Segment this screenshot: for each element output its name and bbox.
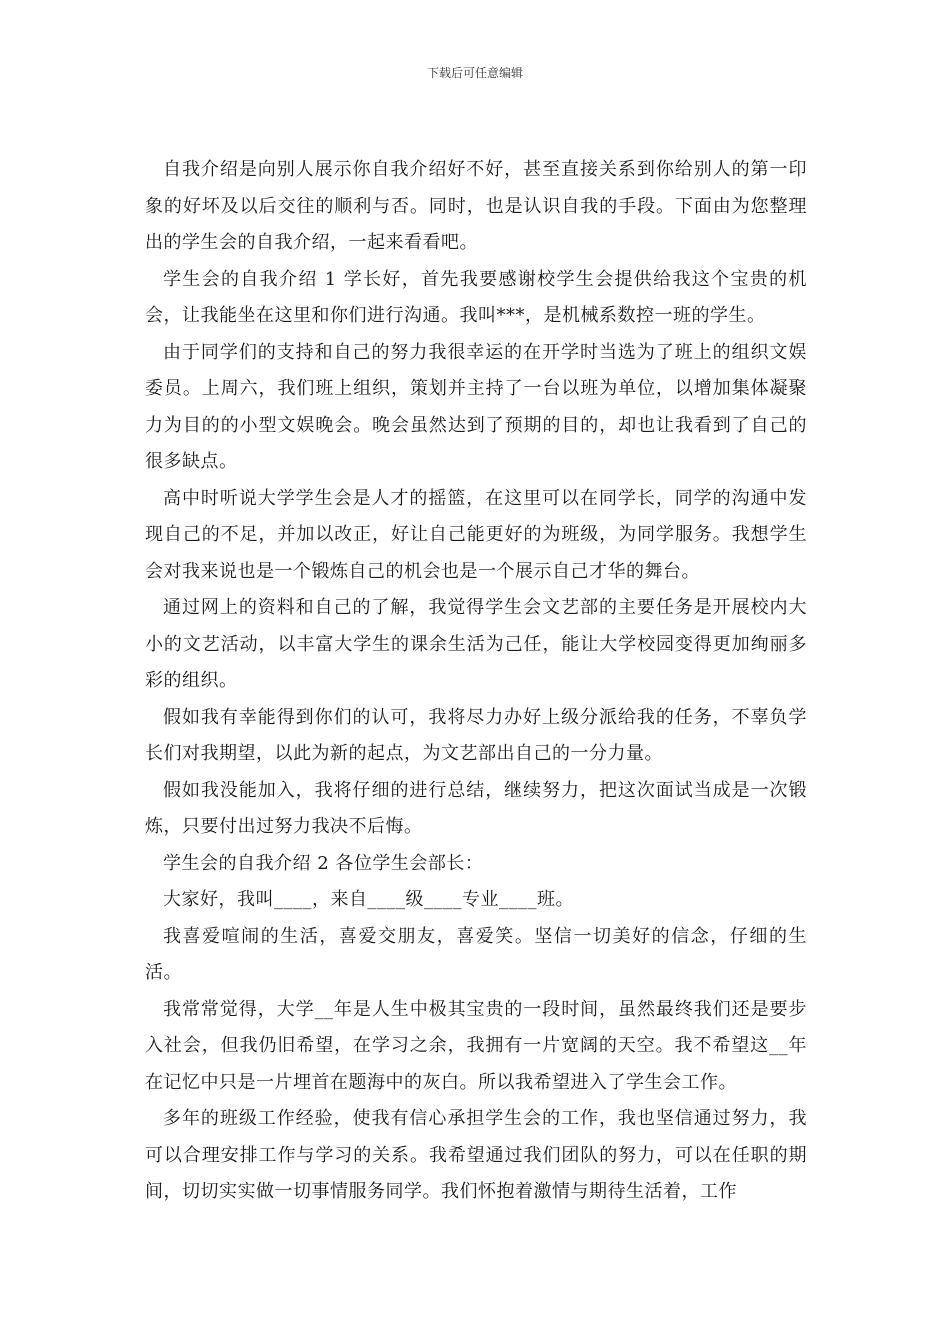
paragraph-high-school: 高中时听说大学学生会是人才的摇篮，在这里可以在同学长，同学的沟通中发现自己的不足，并加以改正，好让自己能更好的为班级，为同学服务。我想学生会对我来说也是一个锻炼自己的机会也是一个展示自己才华的舞台。: [145, 487, 807, 582]
paragraph-if-accepted: 假如我有幸能得到你们的认可，我将尽力办好上级分派给我的任务，不辜负学长们对我期望，以此为新的起点，为文艺部出自己的一分力量。: [145, 706, 807, 764]
paragraph-experience: 由于同学们的支持和自己的努力我很幸运的在开学时当选为了班上的组织文娱委员。上周六，我们班上组织，策划并主持了一台以班为单位，以增加集体凝聚力为目的的小型文娱晚会。晚会虽然达到了预期的目的，却也让我看到了自己的很多缺点。: [145, 341, 807, 472]
paragraph-intro-1: 学生会的自我介绍 1 学长好，首先我要感谢校学生会提供给我这个宝贵的机会，让我能坐在这里和你们进行沟通。我叫***，是机械系数控一班的学生。: [145, 268, 807, 326]
paragraph-university-years: 我常常觉得，大学__年是人生中极其宝贵的一段时间，虽然最终我们还是要步入社会，但我仍旧希望，在学习之余，我拥有一片宽阔的天空。我不希望这__年在记忆中只是一片埋首在题海中的灰白。所以我希望进入了学生会工作。: [145, 998, 807, 1093]
paragraph-arts-department: 通过网上的资料和自己的了解，我觉得学生会文艺部的主要任务是开展校内大小的文艺活动，以丰富大学生的课余生活为己任，能让大学校园变得更加绚丽多彩的组织。: [145, 597, 807, 691]
paragraph-personality: 我喜爱喧闹的生活，喜爱交朋友，喜爱笑。坚信一切美好的信念，仔细的生活。: [145, 925, 807, 983]
paragraph-intro-2: 学生会的自我介绍 2 各位学生会部长：: [163, 852, 484, 874]
paragraph-if-rejected: 假如我没能加入，我将仔细的进行总结，继续努力，把这次面试当成是一次锻炼，只要付出过努力我决不后悔。: [145, 779, 807, 837]
paragraph-intro: 自我介绍是向别人展示你自我介绍好不好，甚至直接关系到你给别人的第一印象的好坏及以后交往的顺利与否。同时，也是认识自我的手段。下面由为您整理出的学生会的自我介绍，一起来看看吧。: [145, 159, 807, 253]
document-body: [145, 152, 807, 1211]
paragraph-work-experience: 多年的班级工作经验，使我有信心承担学生会的工作，我也坚信通过努力，我可以合理安排工作与学习的关系。我希望通过我们团队的努力，可以在任职的期间，切切实实做一切事情服务同学。我们怀抱着激情与期待生活着，工作: [145, 1108, 807, 1202]
page-header: 下载后可任意编辑: [426, 66, 523, 80]
paragraph-greeting: 大家好，我叫____，来自____级____专业____班。: [163, 889, 574, 910]
